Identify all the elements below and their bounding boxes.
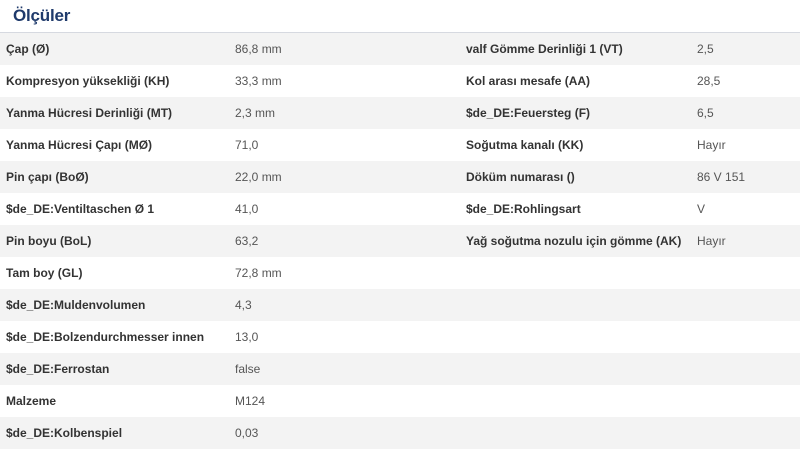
spec-row — [0, 417, 800, 449]
spec-value: 0,03 — [235, 426, 259, 440]
spec-row — [0, 289, 800, 321]
spec-value: 22,0 mm — [235, 170, 282, 184]
spec-value: 71,0 — [235, 138, 259, 152]
specs-table — [0, 33, 800, 449]
spec-value: 2,3 mm — [235, 106, 276, 120]
spec-value: 28,5 — [697, 74, 721, 88]
spec-value: 2,5 — [697, 42, 714, 56]
spec-label: Tam boy (GL) — [6, 266, 83, 280]
spec-label: Pin çapı (BoØ) — [6, 170, 89, 184]
spec-value: 4,3 — [235, 298, 252, 312]
spec-row — [0, 161, 800, 193]
spec-row — [0, 33, 800, 65]
spec-value: 72,8 mm — [235, 266, 282, 280]
spec-value: M124 — [235, 394, 266, 408]
spec-value: 86 V 151 — [697, 170, 746, 184]
spec-row — [0, 257, 800, 289]
spec-row — [0, 193, 800, 225]
spec-value: Hayır — [697, 234, 726, 248]
spec-label: $de_DE:Feuersteg (F) — [466, 106, 591, 120]
spec-label: Yağ soğutma nozulu için gömme (AK) — [466, 234, 682, 248]
spec-label: Yanma Hücresi Derinliği (MT) — [6, 106, 173, 120]
spec-label: $de_DE:Ferrostan — [6, 362, 110, 376]
spec-label: Kol arası mesafe (AA) — [466, 74, 591, 88]
spec-label: valf Gömme Derinliği 1 (VT) — [466, 42, 623, 56]
spec-label: $de_DE:Rohlingsart — [466, 202, 581, 216]
spec-label: $de_DE:Kolbenspiel — [6, 426, 123, 440]
spec-value: 41,0 — [235, 202, 259, 216]
spec-label: Kompresyon yüksekliği (KH) — [6, 74, 170, 88]
spec-label: $de_DE:Muldenvolumen — [6, 298, 146, 312]
spec-value: V — [697, 202, 706, 216]
spec-row — [0, 65, 800, 97]
spec-label: Soğutma kanalı (KK) — [466, 138, 584, 152]
section-title: Ölçüler — [13, 6, 71, 25]
spec-value: false — [235, 362, 261, 376]
spec-row — [0, 225, 800, 257]
spec-label: Yanma Hücresi Çapı (MØ) — [6, 138, 153, 152]
spec-label: Pin boyu (BoL) — [6, 234, 92, 248]
spec-label: $de_DE:Ventiltaschen Ø 1 — [6, 202, 155, 216]
section-header — [0, 0, 800, 33]
spec-label: $de_DE:Bolzendurchmesser innen — [6, 330, 205, 344]
spec-row — [0, 385, 800, 417]
spec-value: 63,2 — [235, 234, 259, 248]
spec-row — [0, 321, 800, 353]
spec-value: 33,3 mm — [235, 74, 282, 88]
spec-value: Hayır — [697, 138, 726, 152]
spec-value: 13,0 — [235, 330, 259, 344]
spec-label: Malzeme — [6, 394, 57, 408]
spec-row — [0, 129, 800, 161]
spec-value: 6,5 — [697, 106, 714, 120]
spec-label: Çap (Ø) — [6, 42, 50, 56]
spec-value: 86,8 mm — [235, 42, 282, 56]
spec-row — [0, 353, 800, 385]
spec-row — [0, 97, 800, 129]
spec-label: Döküm numarası () — [466, 170, 575, 184]
